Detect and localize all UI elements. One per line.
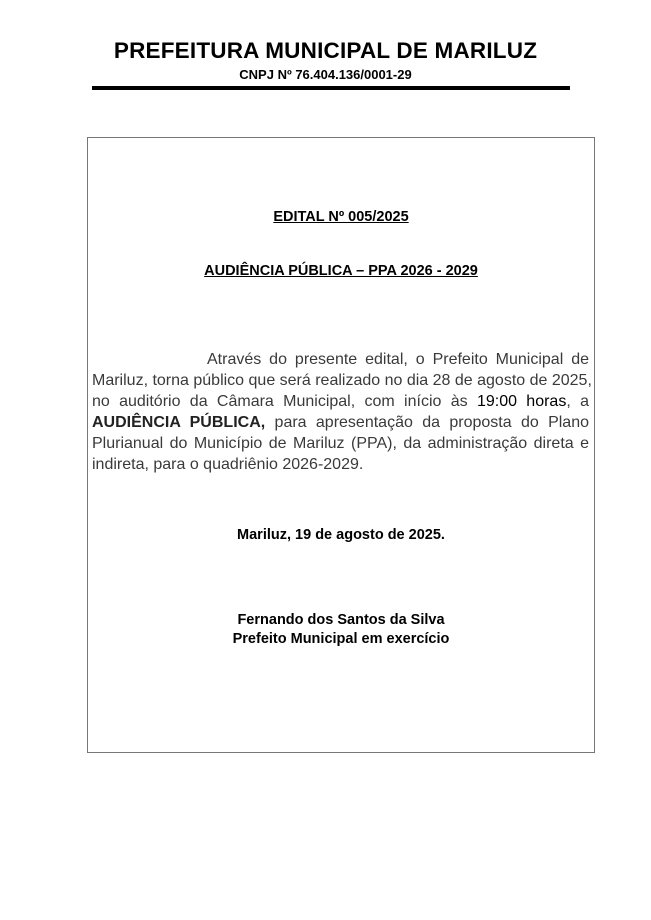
signer-title: Prefeito Municipal em exercício	[232, 631, 450, 647]
edital-paragraph	[92, 349, 592, 475]
paragraph-line: Plurianual do Município de Mariluz (PPA), da administração direta e	[92, 435, 589, 452]
edital-number: EDITAL Nº 005/2025	[273, 209, 409, 225]
paragraph-line: Mariluz, torna público que será realizado no dia 28 de agosto de 2025,	[92, 372, 592, 389]
header-cnpj: CNPJ Nº 76.404.136/0001-29	[239, 67, 412, 82]
paragraph-line: Através do presente edital, o Prefeito Municipal de	[207, 351, 589, 368]
meeting-time: 19:00 horas	[476, 393, 567, 410]
paragraph-text: no auditório da Câmara Municipal, com início às	[92, 393, 468, 410]
edital-subject: AUDIÊNCIA PÚBLICA – PPA 2026 - 2029	[204, 263, 478, 279]
paragraph-text: para apresentação da proposta do Plano	[274, 414, 590, 431]
paragraph-line	[92, 412, 589, 433]
paragraph-emphasis: AUDIÊNCIA PÚBLICA,	[92, 414, 266, 431]
paragraph-text: , a	[566, 393, 590, 410]
signer-name: Fernando dos Santos da Silva	[237, 612, 445, 628]
header-title: PREFEITURA MUNICIPAL DE MARILUZ	[113, 38, 538, 63]
date-line: Mariluz, 19 de agosto de 2025.	[237, 527, 445, 543]
paragraph-line	[92, 391, 589, 412]
paragraph-line: indireta, para o quadriênio 2026-2029.	[92, 456, 364, 473]
header-rule	[92, 86, 570, 90]
